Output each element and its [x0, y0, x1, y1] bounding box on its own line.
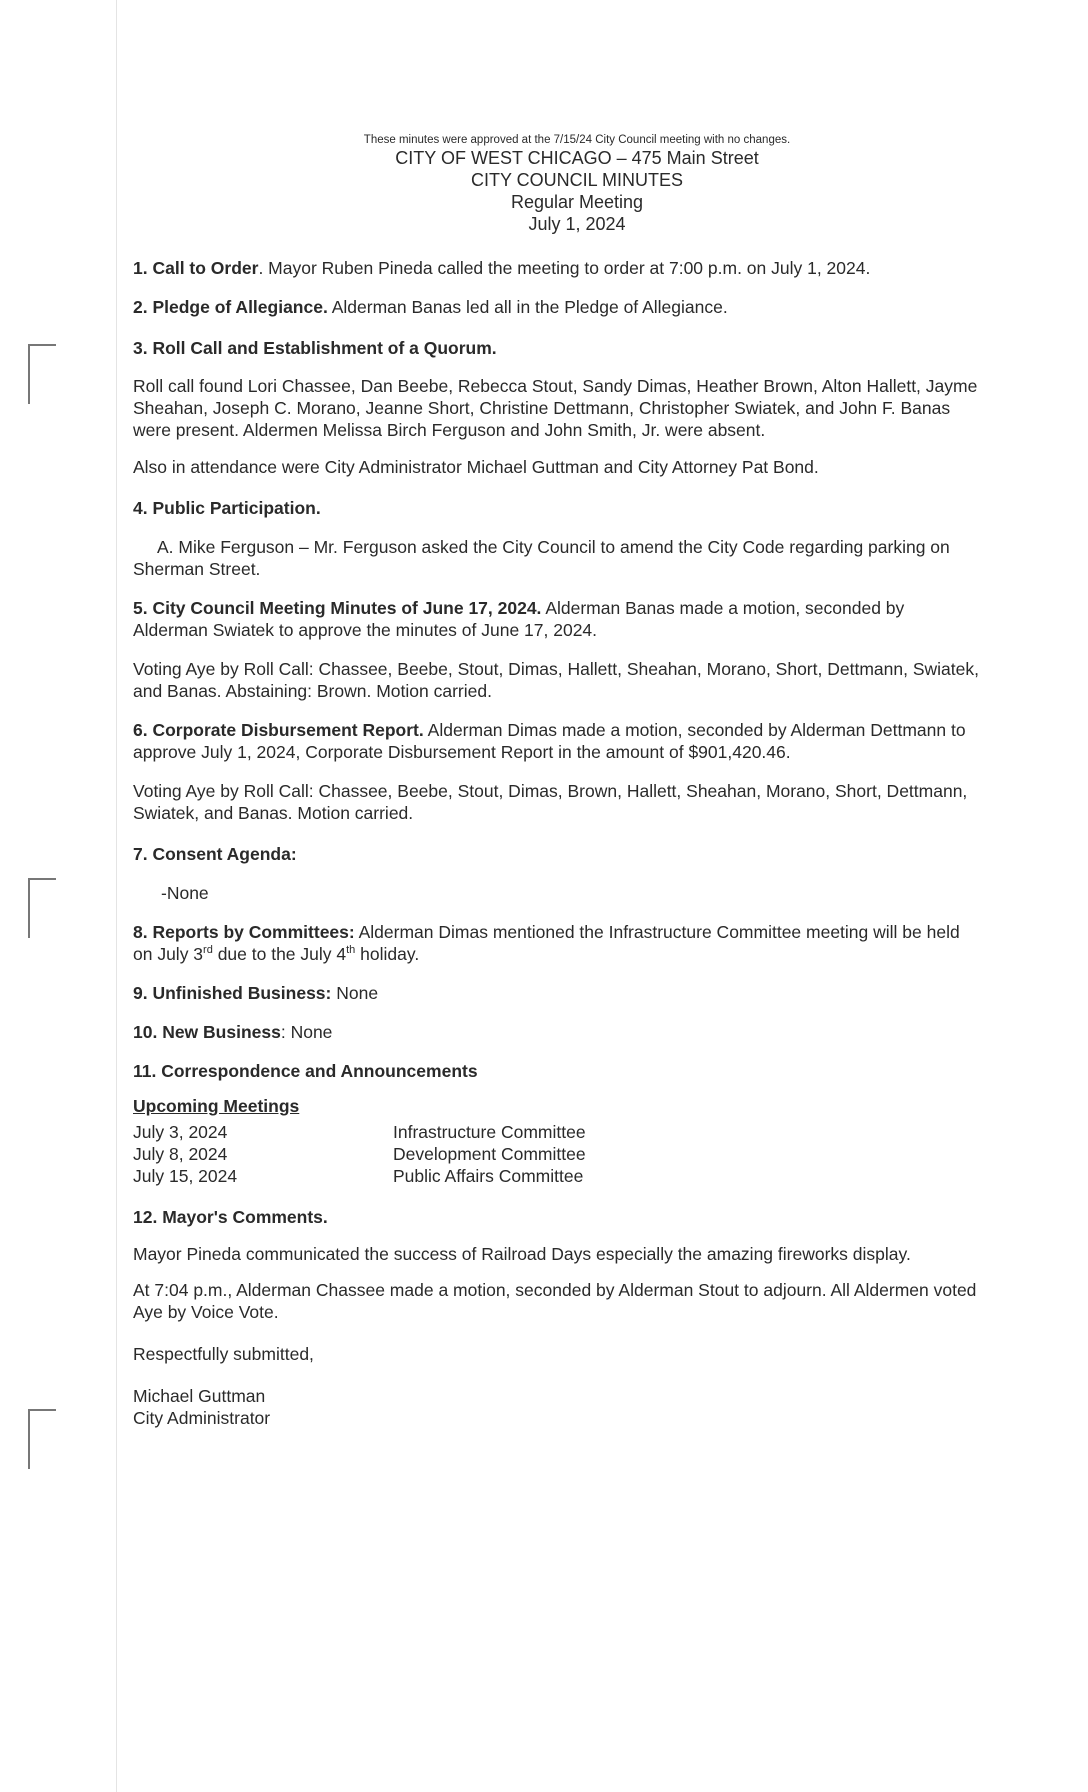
public-participation-item: A. Mike Ferguson – Mr. Ferguson asked the City Council to amend the City Code regarding parking on Sherman Street.: [133, 537, 950, 579]
section-roll-call-heading: 3. Roll Call and Establishment of a Quorum.: [133, 338, 497, 358]
section-disbursement: 6. Corporate Disbursement Report. Alderman Dimas made a motion, seconded by Alderman Dettmann to approve July 1, 2024, Corporate Disbursement Report in the amount of $901,420.46.: [133, 720, 966, 762]
header-date: July 1, 2024: [528, 214, 626, 234]
meeting-name: Development Committee: [393, 1144, 586, 1164]
roll-call-text: Roll call found Lori Chassee, Dan Beebe, Rebecca Stout, Sandy Dimas, Heather Brown, Alton Hallett, Jayme Sheahan, Joseph C. Morano, Jeanne Short, Christine Dettmann, Christopher Swiatek, and John F. Banas were present. Aldermen Melissa Birch Ferguson and John Smith, Jr. were absent.: [133, 376, 978, 440]
section-unfinished-business: 9. Unfinished Business: None: [133, 983, 379, 1003]
section-consent-agenda: 7. Consent Agenda:: [133, 844, 297, 864]
meeting-name: Public Affairs Committee: [393, 1166, 584, 1186]
upcoming-meetings-heading: Upcoming Meetings: [133, 1096, 300, 1116]
section-correspondence: 11. Correspondence and Announcements: [133, 1061, 478, 1081]
header-meeting-type: Regular Meeting: [510, 192, 644, 212]
table-row: [133, 1121, 586, 1143]
minutes-document: [133, 133, 981, 1429]
signatory-title: City Administrator: [133, 1408, 271, 1428]
binder-hole-mark: [28, 1409, 56, 1469]
binder-hole-mark: [28, 344, 56, 404]
table-row: [133, 1165, 586, 1187]
meeting-date: July 3, 2024: [133, 1122, 228, 1142]
meeting-name: Infrastructure Committee: [393, 1122, 586, 1142]
section-new-business: 10. New Business: None: [133, 1022, 333, 1042]
adjournment-text: At 7:04 p.m., Alderman Chassee made a motion, seconded by Alderman Stout to adjourn. All Aldermen voted Aye by Voice Vote.: [133, 1280, 977, 1322]
signatory-name: Michael Guttman: [133, 1386, 266, 1406]
section-committee-reports: 8. Reports by Committees: Alderman Dimas mentioned the Infrastructure Committee meeting will be held on July 3rd due to the July 4th holiday.: [133, 922, 960, 964]
upcoming-meetings-table: [133, 1121, 586, 1187]
binder-hole-mark: [28, 878, 56, 938]
attendance-text: Also in attendance were City Administrator Michael Guttman and City Attorney Pat Bond.: [133, 457, 819, 477]
page-edge: [116, 0, 117, 1792]
meeting-date: July 8, 2024: [133, 1144, 228, 1164]
header-city: CITY OF WEST CHICAGO – 475 Main Street: [395, 148, 759, 168]
document-header: [173, 147, 981, 235]
header-title: CITY COUNCIL MINUTES: [470, 170, 684, 190]
section-minutes-approval: 5. City Council Meeting Minutes of June 17, 2024. Alderman Banas made a motion, seconded by Alderman Swiatek to approve the minutes of June 17, 2024.: [133, 598, 905, 640]
table-row: [133, 1143, 586, 1165]
closing-salutation: Respectfully submitted,: [133, 1344, 314, 1364]
approval-note: These minutes were approved at the 7/15/24 City Council meeting with no changes.: [363, 134, 791, 146]
section-public-participation: 4. Public Participation.: [133, 498, 321, 518]
meeting-date: July 15, 2024: [133, 1166, 238, 1186]
section-pledge: 2. Pledge of Allegiance. Alderman Banas led all in the Pledge of Allegiance.: [133, 297, 728, 317]
minutes-vote: Voting Aye by Roll Call: Chassee, Beebe, Stout, Dimas, Hallett, Sheahan, Morano, Short, Dettmann, Swiatek, and Banas. Abstaining: Brown. Motion carried.: [133, 659, 979, 701]
section-mayors-comments: 12. Mayor's Comments.: [133, 1207, 328, 1227]
consent-agenda-item: -None: [161, 883, 209, 903]
disbursement-vote: Voting Aye by Roll Call: Chassee, Beebe, Stout, Dimas, Brown, Hallett, Sheahan, Morano, Short, Dettmann, Swiatek, and Banas. Motion carried.: [133, 781, 968, 823]
mayors-comments-text: Mayor Pineda communicated the success of Railroad Days especially the amazing fireworks display.: [133, 1244, 911, 1264]
section-call-to-order: 1. Call to Order. Mayor Ruben Pineda called the meeting to order at 7:00 p.m. on July 1, 2024.: [133, 258, 871, 278]
